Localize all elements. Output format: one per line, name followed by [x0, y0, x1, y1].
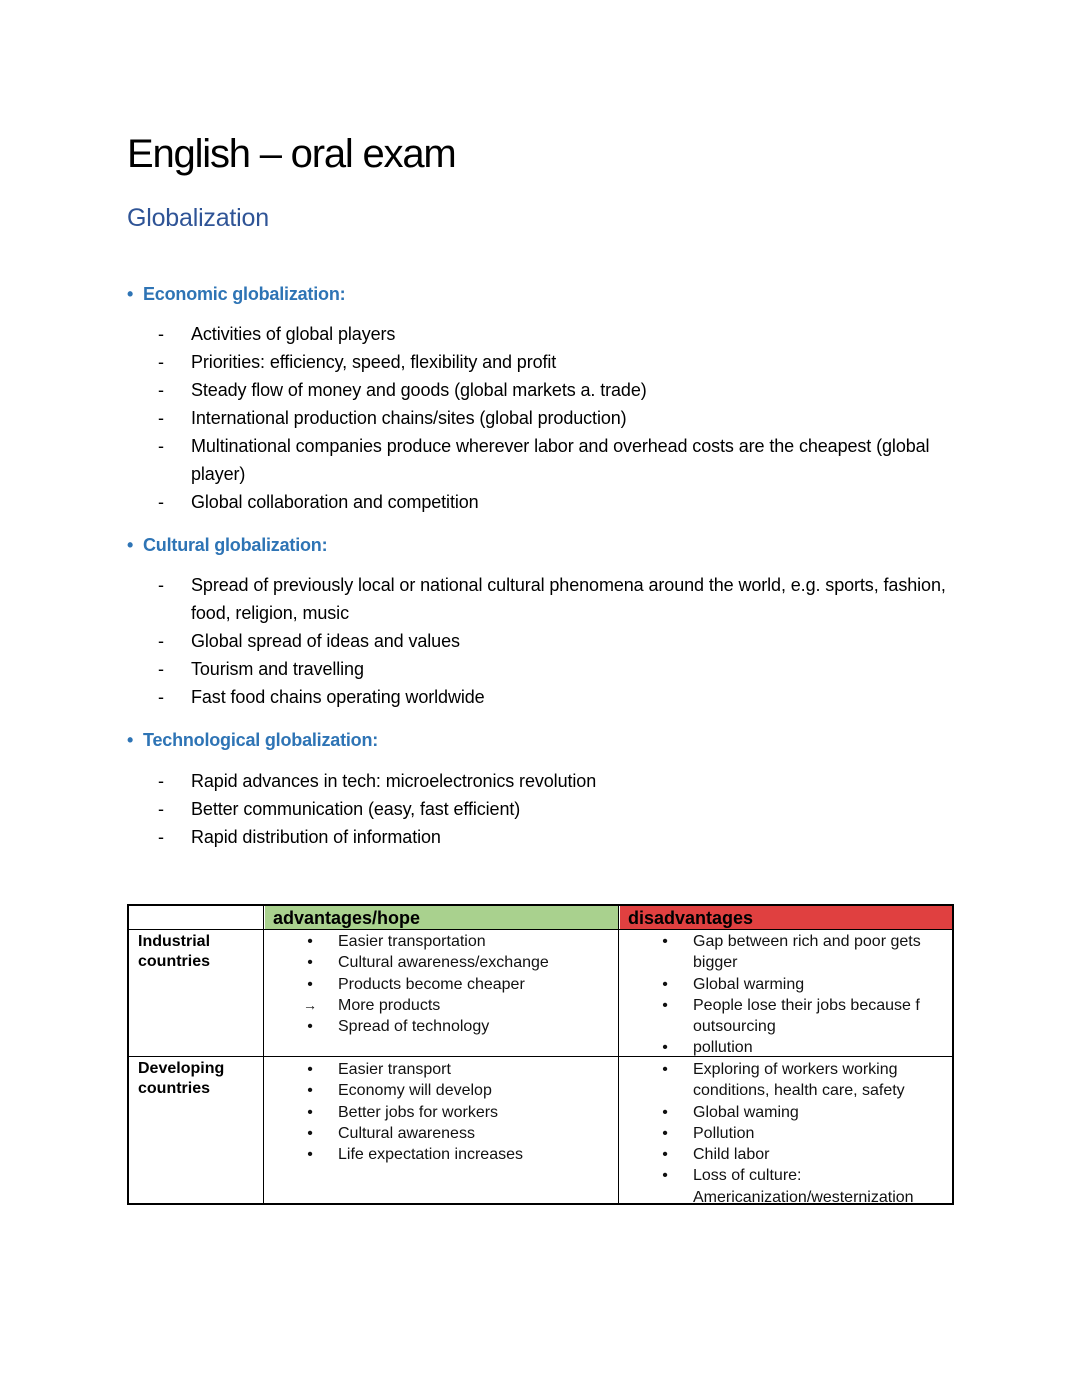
list-item — [265, 995, 615, 1016]
row-label-line: countries — [138, 1080, 211, 1097]
row-label-line: Industrial — [138, 933, 211, 950]
dash-icon: - — [158, 659, 164, 679]
list-item — [127, 320, 987, 348]
list-item — [620, 1144, 952, 1165]
dash-icon: - — [158, 492, 164, 512]
dash-icon: - — [158, 771, 164, 791]
list-item — [127, 432, 987, 488]
industrial-advantages-list — [265, 931, 615, 1037]
bullet-icon: • — [307, 933, 313, 950]
list-item — [620, 974, 952, 995]
dash-icon: - — [158, 799, 164, 819]
list-item-text: conditions, health care, safety — [693, 1082, 905, 1100]
section-cultural — [127, 533, 987, 711]
list-item — [620, 931, 952, 974]
list-item — [127, 655, 987, 683]
list-item — [620, 1037, 952, 1058]
list-item-text: Cultural awareness/exchange — [338, 954, 549, 972]
bullet-icon: • — [127, 730, 134, 750]
list-item-text: pollution — [693, 1039, 753, 1057]
list-item-text: Better jobs for workers — [338, 1103, 499, 1121]
row-label-industrial — [138, 932, 210, 972]
advantages-header: advantages/hope — [265, 906, 619, 929]
column-divider — [263, 906, 264, 1203]
list-item — [127, 795, 987, 823]
list-item-text: Easier transportation — [338, 933, 486, 950]
list-item-text: More products — [338, 996, 441, 1014]
column-divider — [618, 906, 619, 1203]
list-item — [265, 1144, 615, 1165]
list-item — [127, 683, 987, 711]
list-item — [265, 1123, 615, 1144]
bullet-list — [127, 767, 987, 851]
list-item-text: Rapid distribution of information — [191, 827, 441, 847]
dash-icon: - — [158, 352, 164, 372]
industrial-disadvantages-list — [620, 931, 952, 1059]
bullet-icon: • — [662, 1061, 668, 1078]
list-item-text: bigger — [693, 954, 738, 972]
list-item-text: Activities of global players — [191, 324, 396, 344]
section-heading — [127, 728, 987, 752]
list-item — [620, 1123, 952, 1144]
list-item-text: Spread of technology — [338, 1018, 490, 1036]
bullet-icon: • — [662, 1167, 668, 1185]
bullet-list — [127, 571, 987, 711]
dash-icon: - — [158, 827, 164, 847]
bullet-icon: • — [662, 1103, 668, 1121]
bullet-icon: • — [307, 1018, 313, 1036]
list-item-text: Tourism and travelling — [191, 659, 364, 679]
bullet-icon: • — [662, 1146, 668, 1164]
list-item-text: Life expectation increases — [338, 1146, 523, 1164]
list-item-text: Rapid advances in tech: microelectronics revolution — [191, 771, 597, 791]
list-item — [265, 1016, 615, 1037]
list-item — [127, 571, 987, 627]
list-item — [265, 952, 615, 973]
section-heading-text: Technological globalization: — [143, 730, 379, 750]
section-heading-text: Economic globalization: — [143, 284, 346, 304]
list-item-text: Better communication (easy, fast efficient) — [191, 799, 521, 819]
list-item-text: Fast food chains operating worldwide — [191, 687, 485, 707]
bullet-icon: • — [127, 535, 134, 555]
bullet-icon: • — [662, 933, 668, 950]
bullet-icon: • — [662, 996, 668, 1014]
list-item-text: Products become cheaper — [338, 975, 525, 993]
row-label-line: Developing — [138, 1060, 225, 1077]
page-subtitle: Globalization — [127, 204, 269, 232]
bullet-icon: • — [307, 1082, 313, 1100]
list-item-text: Exploring of workers working — [693, 1061, 898, 1078]
list-item-text: Global waming — [693, 1103, 799, 1121]
section-heading — [127, 533, 987, 557]
bullet-icon: • — [662, 975, 668, 993]
developing-advantages-list — [265, 1059, 615, 1165]
list-item-text: Loss of culture: — [693, 1167, 802, 1185]
list-item-text: Cultural awareness — [338, 1124, 475, 1142]
bullet-icon: • — [662, 1124, 668, 1142]
list-item — [127, 823, 987, 851]
list-item-text: Child labor — [693, 1146, 770, 1164]
developing-disadvantages-list — [620, 1059, 952, 1208]
list-item — [127, 488, 987, 516]
list-item-text: Spread of previously local or national cultural phenomena around the world, e.g. sports, fashion, food, religion, music — [191, 575, 946, 623]
list-item — [265, 931, 615, 952]
list-item-text: Americanization/westernization — [693, 1188, 914, 1206]
list-item-text: Steady flow of money and goods (global markets a. trade) — [191, 380, 647, 400]
disadvantages-header: disadvantages — [620, 906, 952, 929]
row-divider — [129, 929, 952, 930]
list-item — [265, 1102, 615, 1123]
bullet-icon: • — [307, 1124, 313, 1142]
list-item-text: Multinational companies produce wherever labor and overhead costs are the cheapest (global player) — [191, 436, 930, 484]
dash-icon: - — [158, 380, 164, 400]
list-item — [127, 767, 987, 795]
row-label-line: countries — [138, 953, 211, 970]
dash-icon: - — [158, 631, 164, 651]
list-item-text: International production chains/sites (global production) — [191, 408, 627, 428]
section-technological — [127, 728, 987, 851]
list-item-text: People lose their jobs because f — [693, 996, 920, 1014]
bullet-icon: • — [307, 1103, 313, 1121]
dash-icon: - — [158, 408, 164, 428]
list-item-text: Global warming — [693, 975, 805, 993]
bullet-list — [127, 320, 987, 516]
arrow-right-icon: → — [303, 996, 317, 1013]
list-item — [127, 348, 987, 376]
comparison-table — [127, 904, 954, 1205]
list-item-text: Pollution — [693, 1124, 755, 1142]
list-item — [620, 1165, 952, 1208]
section-heading — [127, 282, 987, 306]
page-title: English – oral exam — [127, 132, 456, 176]
dash-icon: - — [158, 575, 164, 595]
list-item — [620, 1059, 952, 1102]
bullet-icon: • — [127, 284, 134, 304]
section-economic — [127, 282, 987, 516]
list-item — [127, 627, 987, 655]
list-item — [265, 974, 615, 995]
bullet-icon: • — [307, 1146, 313, 1164]
list-item-text: Economy will develop — [338, 1082, 492, 1100]
list-item-text: outsourcing — [693, 1018, 776, 1036]
list-item — [265, 1080, 615, 1101]
dash-icon: - — [158, 687, 164, 707]
list-item — [127, 404, 987, 432]
dash-icon: - — [158, 436, 164, 456]
row-label-developing — [138, 1059, 224, 1099]
list-item-text: Gap between rich and poor gets — [693, 933, 921, 950]
list-item-text: Priorities: efficiency, speed, flexibility and profit — [191, 352, 557, 372]
list-item-text: Easier transport — [338, 1061, 451, 1078]
list-item — [127, 376, 987, 404]
bullet-icon: • — [307, 975, 313, 993]
bullet-icon: • — [307, 954, 313, 972]
list-item-text: Global collaboration and competition — [191, 492, 479, 512]
bullet-icon: • — [307, 1061, 313, 1078]
dash-icon: - — [158, 324, 164, 344]
list-item — [265, 1059, 615, 1080]
bullet-icon: • — [662, 1039, 668, 1057]
list-item — [620, 995, 952, 1038]
section-heading-text: Cultural globalization: — [143, 535, 328, 555]
list-item-text: Global spread of ideas and values — [191, 631, 460, 651]
list-item — [620, 1102, 952, 1123]
